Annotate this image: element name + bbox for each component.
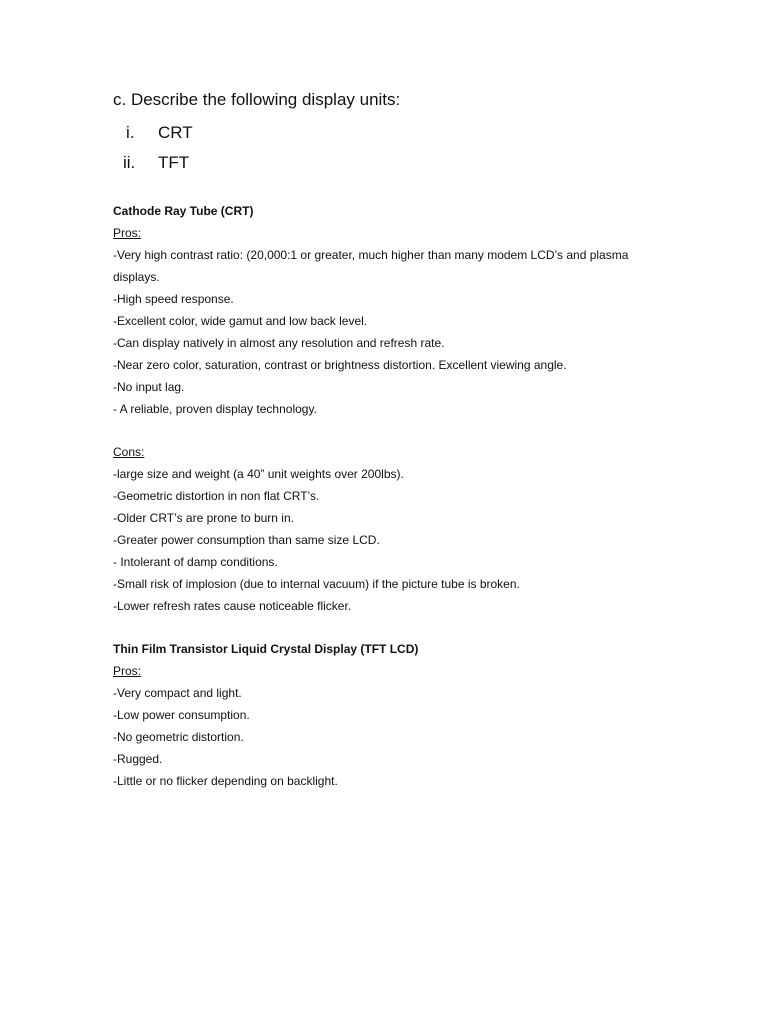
crt-con-line: -Small risk of implosion (due to internal vacuum) if the picture tube is broken.: [113, 577, 520, 591]
crt-pro-line: -No input lag.: [113, 380, 185, 394]
crt-section-title: Cathode Ray Tube (CRT): [113, 204, 254, 218]
section-spacer: [113, 420, 713, 441]
sub-item-crt: [113, 118, 713, 148]
crt-pro-line: -Near zero color, saturation, contrast or brightness distortion. Excellent viewing angle.: [113, 358, 567, 372]
crt-cons-heading: Cons:: [113, 445, 145, 459]
sub-item-label: TFT: [158, 153, 190, 172]
crt-pro-line: - A reliable, proven display technology.: [113, 402, 317, 416]
tft-pro-line: -Low power consumption.: [113, 708, 250, 722]
section-spacer: [113, 617, 713, 638]
tft-section: [113, 638, 713, 792]
crt-pro-line: -Excellent color, wide gamut and low back level.: [113, 314, 368, 328]
tft-section-title: Thin Film Transistor Liquid Crystal Display (TFT LCD): [113, 642, 419, 656]
crt-pro-line: -Very high contrast ratio: (20,000:1 or greater, much higher than many modem LCD’s and plasma: [113, 248, 629, 262]
tft-pro-line: -Very compact and light.: [113, 686, 242, 700]
question-sub-list: [113, 118, 713, 178]
crt-con-line: -large size and weight (a 40” unit weights over 200lbs).: [113, 467, 404, 481]
tft-pro-line: -No geometric distortion.: [113, 730, 244, 744]
crt-pro-line: -Can display natively in almost any resolution and refresh rate.: [113, 336, 445, 350]
crt-con-line: -Greater power consumption than same size LCD.: [113, 533, 380, 547]
crt-con-line: - Intolerant of damp conditions.: [113, 555, 278, 569]
tft-pro-line: -Rugged.: [113, 752, 163, 766]
sub-item-number: i.: [126, 123, 135, 142]
crt-pros-heading: Pros:: [113, 226, 142, 240]
crt-con-line: -Lower refresh rates cause noticeable flicker.: [113, 599, 352, 613]
tft-pro-line: -Little or no flicker depending on backlight.: [113, 774, 338, 788]
crt-section: [113, 200, 713, 617]
sub-item-label: CRT: [158, 123, 193, 142]
tft-pros-heading: Pros:: [113, 664, 142, 678]
crt-pro-line: displays.: [113, 270, 160, 284]
document-page: [113, 88, 713, 792]
crt-pro-line: -High speed response.: [113, 292, 234, 306]
sub-item-number: ii.: [123, 153, 136, 172]
sub-item-tft: [113, 148, 713, 178]
crt-con-line: -Older CRT’s are prone to burn in.: [113, 511, 294, 525]
crt-con-line: -Geometric distortion in non flat CRT’s.: [113, 489, 320, 503]
question-title: c. Describe the following display units:: [113, 90, 401, 109]
